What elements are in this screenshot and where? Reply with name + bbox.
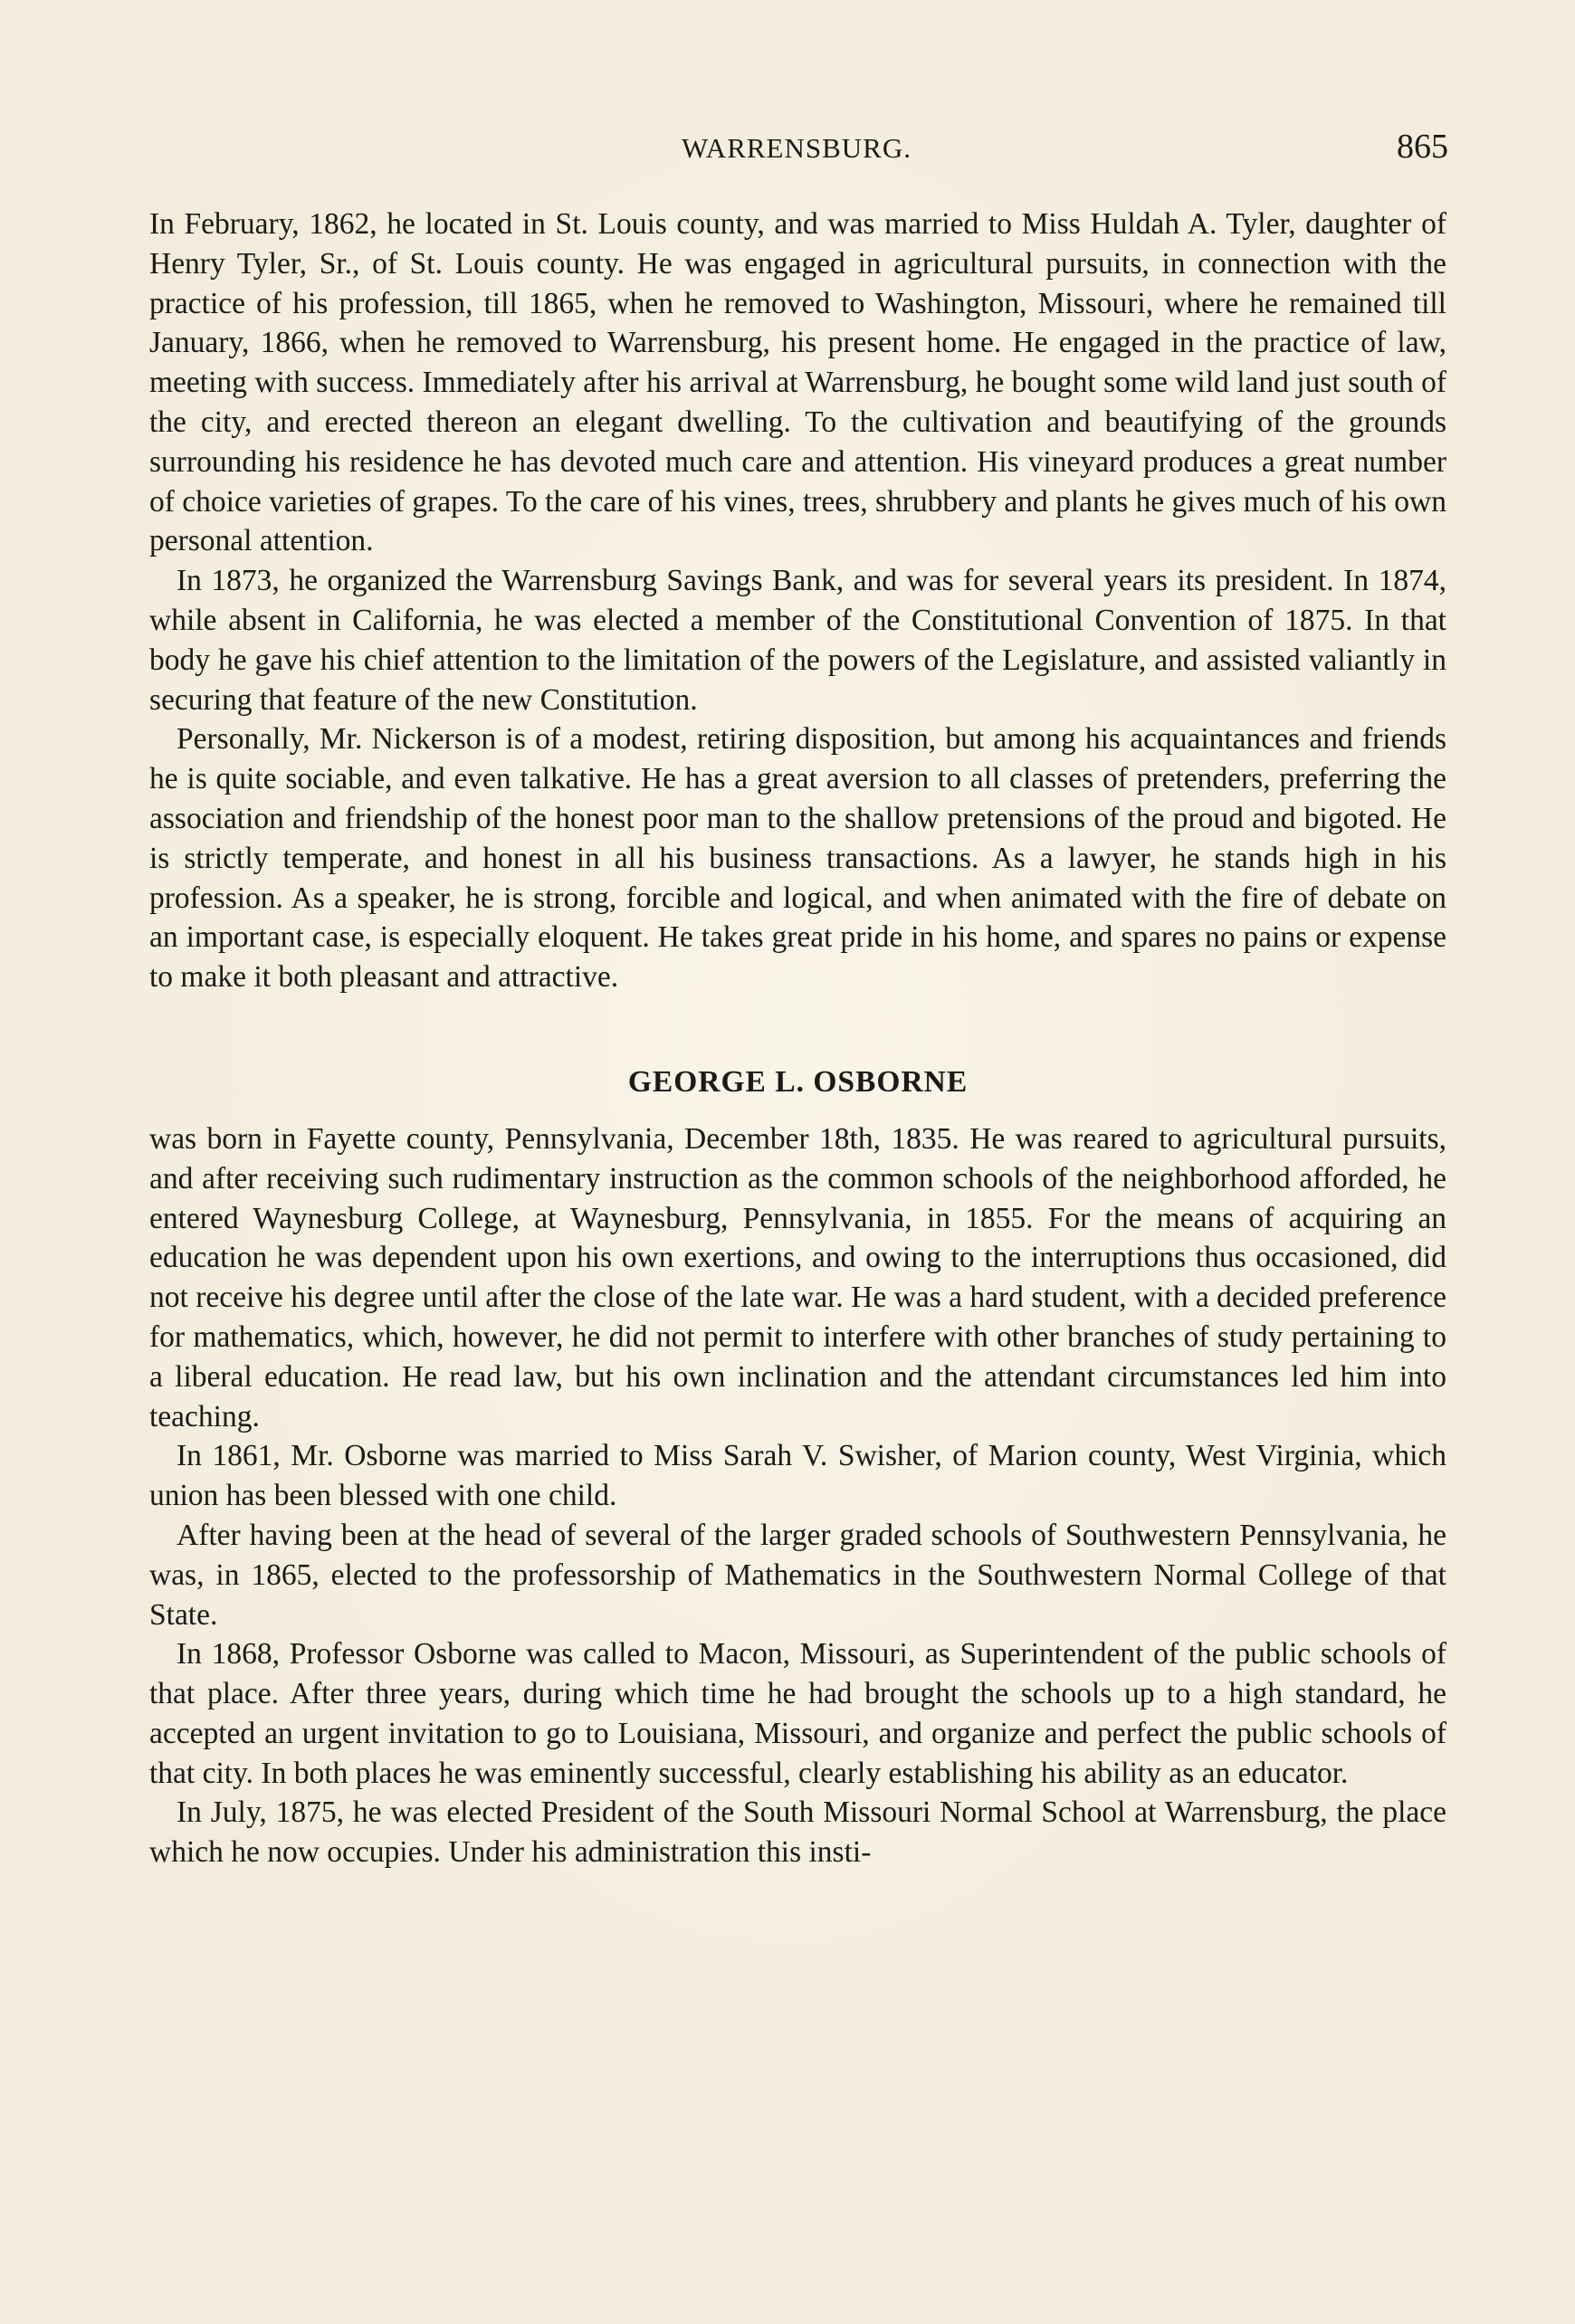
section-spacer xyxy=(149,997,1446,1062)
paragraph-nickerson-3: Personally, Mr. Nickerson is of a modest, retiring disposition, but among his acquaintances and friends he is quite sociable, and even talkative. He has a great aversion to all classes of pretenders, preferring the association and friendship of the honest poor man to the shallow pretensions of the proud and bigoted. He is strictly temperate, and honest in all his business transactions. As a lawyer, he stands high in his profession. As a speaker, he is strong, forcible and logical, and when animated with the fire of debate on an important case, is especially eloquent. He takes great pride in his home, and spares no pains or expense to make it both pleasant and attractive. xyxy=(149,722,1446,995)
paragraph-osborne-1: was born in Fayette county, Pennsylvania, December 18th, 1835. He was reared to agricultural pursuits, and after receiving such rudimentary instruction as the common schools of the neighborhood afforded, he entered Waynesburg College, at Waynesburg, Pennsylvania, in 1855. For the means of acquiring an education he was dependent upon his own exertions, and owing to the interruptions thus occasioned, did not receive his degree until after the close of the late war. He was a hard student, with a decided preference for mathematics, which, however, he did not permit to interfere with other branches of study pertaining to a liberal education. He read law, but his own inclination and the attendant circumstances led him into teaching. xyxy=(149,1121,1446,1433)
paragraph-osborne-3: After having been at the head of several of the larger graded schools of Southwestern Pennsylvania, he was, in 1865, elected to the professorship of Mathematics in the Southwestern Normal College of that State. xyxy=(149,1518,1446,1632)
page-number: 865 xyxy=(1397,128,1448,166)
paragraph-osborne-2: In 1861, Mr. Osborne was married to Miss Sarah V. Swisher, of Marion county, West Virginia, which union has been blessed with one child. xyxy=(149,1439,1446,1513)
heading-spacer xyxy=(149,1102,1446,1119)
body-text xyxy=(149,205,1446,1872)
paragraph-osborne-5: In July, 1875, he was elected President of the South Missouri Normal School at Warrensburg, the place which he now occupies. Under his administration this insti- xyxy=(149,1795,1446,1870)
running-title: WARRENSBURG. xyxy=(681,132,912,164)
paragraph-nickerson-1: In February, 1862, he located in St. Louis county, and was married to Miss Huldah A. Tyler, daughter of Henry Tyler, Sr., of St. Louis county. He was engaged in agricultural pursuits, in connection with the practice of his profession, till 1865, when he removed to Washington, Missouri, where he remained till January, 1866, when he removed to Warrensburg, his present home. He engaged in the practice of law, meeting with success. Immediately after his arrival at Warrensburg, he bought some wild land just south of the city, and erected thereon an elegant dwelling. To the cultivation and beautifying of the grounds surrounding his residence he has devoted much care and attention. His vineyard produces a great number of choice varieties of grapes. To the care of his vines, trees, shrubbery and plants he gives much of his own personal attention. xyxy=(149,207,1446,558)
paragraph-osborne-4: In 1868, Professor Osborne was called to Macon, Missouri, as Superintendent of the public schools of that place. After three years, during which time he had brought the schools up to a high standard, he accepted an urgent invitation to go to Louisiana, Missouri, and organize and perfect the public schools of that city. In both places he was eminently successful, clearly establishing his ability as an educator. xyxy=(149,1637,1446,1790)
running-head xyxy=(145,127,1448,170)
paragraph-nickerson-2: In 1873, he organized the Warrensburg Savings Bank, and was for several years its president. In 1874, while absent in California, he was elected a member of the Constitutional Convention of 1875. In that body he gave his chief attention to the limitation of the powers of the Legislature, and assisted valiantly in securing that feature of the new Constitution. xyxy=(149,564,1446,717)
section-heading-osborne: GEORGE L. OSBORNE xyxy=(627,1064,969,1099)
